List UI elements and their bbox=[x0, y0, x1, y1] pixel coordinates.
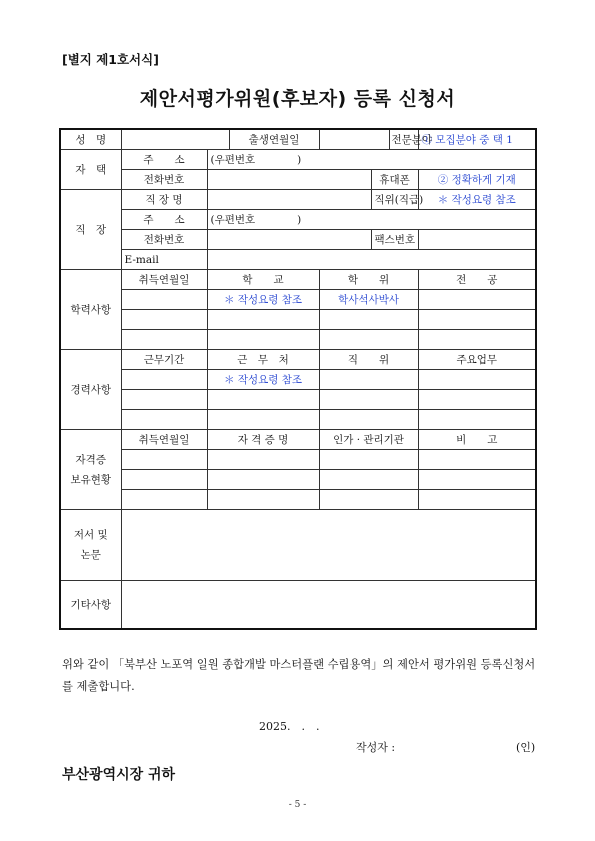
license-agency-cell[interactable] bbox=[319, 450, 418, 470]
education-date-cell[interactable] bbox=[121, 330, 207, 350]
education-row bbox=[60, 330, 536, 350]
education-school-cell[interactable] bbox=[207, 330, 319, 350]
license-section-label-line1: 자격증 bbox=[75, 453, 106, 466]
education-degree-note[interactable]: 학사석사박사 bbox=[319, 290, 418, 310]
license-row bbox=[60, 470, 536, 490]
career-header-period: 근무기간 bbox=[121, 350, 207, 370]
education-date-cell[interactable] bbox=[121, 290, 207, 310]
license-section-label-line2: 보유현황 bbox=[70, 473, 112, 486]
career-period-cell[interactable] bbox=[121, 390, 207, 410]
name-label: 성 명 bbox=[60, 129, 121, 150]
form-number-label: [별지 제1호서식] bbox=[62, 52, 159, 67]
work-address-label: 주 소 bbox=[121, 210, 207, 230]
publications-label bbox=[60, 510, 121, 581]
license-row bbox=[60, 490, 536, 510]
career-header-position: 직 위 bbox=[319, 350, 418, 370]
career-row bbox=[60, 390, 536, 410]
writer-label: 작성자 : bbox=[356, 741, 396, 754]
education-row bbox=[60, 310, 536, 330]
application-form-table bbox=[59, 128, 537, 630]
publications-label-line1: 저서 및 bbox=[73, 529, 108, 541]
mobile-note[interactable]: ② 정확하게 기재 bbox=[418, 170, 536, 190]
email-label: E-mail bbox=[121, 250, 207, 270]
license-date-cell[interactable] bbox=[121, 490, 207, 510]
home-address-field[interactable]: (우편번호 ) bbox=[207, 150, 536, 170]
education-date-cell[interactable] bbox=[121, 310, 207, 330]
mobile-label: 휴대폰 bbox=[371, 170, 418, 190]
career-position-cell[interactable] bbox=[319, 370, 418, 390]
career-workplace-note[interactable]: ＊ 작성요령 참조 bbox=[207, 370, 319, 390]
career-header-workplace: 근 무 처 bbox=[207, 350, 319, 370]
date-text: 2025. . . bbox=[259, 720, 320, 733]
license-section-label bbox=[60, 430, 121, 510]
license-name-cell[interactable] bbox=[207, 470, 319, 490]
education-degree-cell[interactable] bbox=[319, 310, 418, 330]
license-remarks-cell[interactable] bbox=[418, 450, 536, 470]
page-number: - 5 - bbox=[288, 800, 307, 810]
education-major-cell[interactable] bbox=[418, 310, 536, 330]
education-section-label: 학력사항 bbox=[60, 270, 121, 350]
education-header-school: 학 교 bbox=[207, 270, 319, 290]
education-header-major: 전 공 bbox=[418, 270, 536, 290]
license-header-name: 자 격 증 명 bbox=[207, 430, 319, 450]
education-row bbox=[60, 290, 536, 310]
career-position-cell[interactable] bbox=[319, 390, 418, 410]
declaration-text: 위와 같이 「북부산 노포역 일원 종합개발 마스터플랜 수립용역」의 제안서 평가위원 등록신청서를 제출합니다. bbox=[62, 658, 536, 693]
career-row bbox=[60, 410, 536, 430]
education-school-note[interactable]: ＊ 작성요령 참조 bbox=[207, 290, 319, 310]
publications-label-line2: 논문 bbox=[80, 549, 101, 561]
career-duty-cell[interactable] bbox=[418, 410, 536, 430]
education-degree-cell[interactable] bbox=[319, 330, 418, 350]
license-name-cell[interactable] bbox=[207, 490, 319, 510]
name-field[interactable] bbox=[121, 129, 229, 150]
home-section-label: 자 택 bbox=[60, 150, 121, 190]
career-workplace-cell[interactable] bbox=[207, 390, 319, 410]
email-field[interactable] bbox=[207, 250, 536, 270]
position-note[interactable]: ＊ 작성요령 참조 bbox=[418, 190, 536, 210]
field-label: 전문분야 bbox=[389, 129, 418, 150]
workplace-label: 직 장 명 bbox=[121, 190, 207, 210]
etc-label: 기타사항 bbox=[60, 581, 121, 630]
work-phone-field[interactable] bbox=[207, 230, 371, 250]
career-position-cell[interactable] bbox=[319, 410, 418, 430]
license-header-remarks: 비 고 bbox=[418, 430, 536, 450]
career-workplace-cell[interactable] bbox=[207, 410, 319, 430]
etc-field[interactable] bbox=[121, 581, 536, 630]
license-header-date: 취득연월일 bbox=[121, 430, 207, 450]
education-header-date: 취득연월일 bbox=[121, 270, 207, 290]
fax-label: 팩스번호 bbox=[371, 230, 418, 250]
position-label: 직위(직급) bbox=[371, 190, 418, 210]
fax-field[interactable] bbox=[418, 230, 536, 250]
career-period-cell[interactable] bbox=[121, 410, 207, 430]
license-header-agency: 인가 · 관리기관 bbox=[319, 430, 418, 450]
education-header-degree: 학 위 bbox=[319, 270, 418, 290]
workplace-field[interactable] bbox=[207, 190, 371, 210]
career-row bbox=[60, 370, 536, 390]
career-section-label: 경력사항 bbox=[60, 350, 121, 430]
license-row bbox=[60, 450, 536, 470]
license-name-cell[interactable] bbox=[207, 450, 319, 470]
license-date-cell[interactable] bbox=[121, 470, 207, 490]
birth-label: 출생연월일 bbox=[229, 129, 319, 150]
birth-field[interactable] bbox=[319, 129, 389, 150]
career-duty-cell[interactable] bbox=[418, 370, 536, 390]
license-date-cell[interactable] bbox=[121, 450, 207, 470]
license-agency-cell[interactable] bbox=[319, 490, 418, 510]
work-phone-label: 전화번호 bbox=[121, 230, 207, 250]
publications-field[interactable] bbox=[121, 510, 536, 581]
education-school-cell[interactable] bbox=[207, 310, 319, 330]
field-note[interactable]: ① 모집분야 중 택 1 bbox=[418, 129, 536, 150]
career-duty-cell[interactable] bbox=[418, 390, 536, 410]
education-major-cell[interactable] bbox=[418, 290, 536, 310]
work-section-label: 직 장 bbox=[60, 190, 121, 270]
work-address-field[interactable]: (우편번호 ) bbox=[207, 210, 536, 230]
license-remarks-cell[interactable] bbox=[418, 490, 536, 510]
home-address-label: 주 소 bbox=[121, 150, 207, 170]
home-phone-field[interactable] bbox=[207, 170, 371, 190]
career-period-cell[interactable] bbox=[121, 370, 207, 390]
home-phone-label: 전화번호 bbox=[121, 170, 207, 190]
license-agency-cell[interactable] bbox=[319, 470, 418, 490]
license-remarks-cell[interactable] bbox=[418, 470, 536, 490]
education-major-cell[interactable] bbox=[418, 330, 536, 350]
document-title: 제안서평가위원(후보자) 등록 신청서 bbox=[139, 88, 456, 110]
addressee: 부산광역시장 귀하 bbox=[62, 767, 176, 783]
career-header-duty: 주요업무 bbox=[418, 350, 536, 370]
seal-mark: (인) bbox=[516, 741, 536, 754]
